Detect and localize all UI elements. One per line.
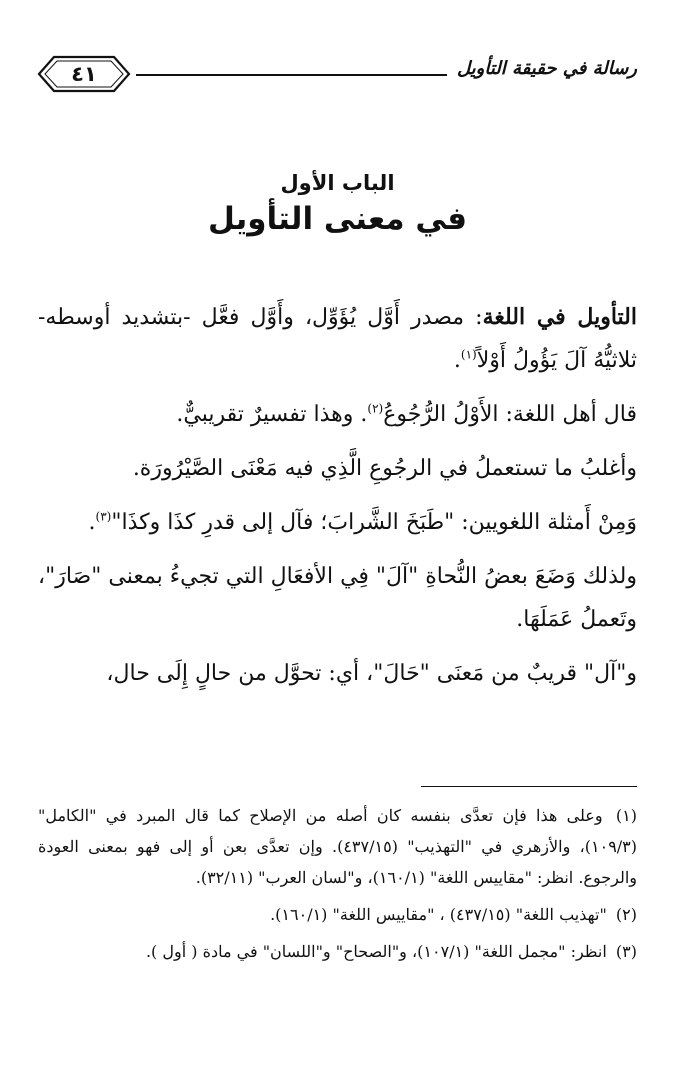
footnote-3-text: انظر: "مجمل اللغة" (١٠٧/١)، و"الصحاح" و"اللسان" في مادة ( أول ).: [145, 942, 607, 961]
footnote-separator: [421, 786, 637, 787]
footnote-1-text: وعلى هذا فإن تعدَّى بنفسه كان أصله من الإصلاح كما قال المبرد في "الكامل" (١٠٩/٣)، والأزهري في "التهذيب" (٤٣٧/١٥). وإن تعدَّى بعن أو إلى فهو بمعنى العودة والرجوع. انظر: "مقاييس اللغة" (١٦٠/١)، و"لسان العرب" (٣٢/١١).: [38, 806, 638, 887]
footnote-ref-2[interactable]: (٢): [367, 401, 384, 416]
footnote-2: [38, 899, 637, 930]
book-title: رسالة في حقيقة التأويل: [457, 58, 637, 79]
footnote-3-number: (٣): [615, 942, 637, 961]
paragraph-1: [38, 296, 637, 382]
header-rule: [136, 74, 447, 76]
page-number-badge: [36, 52, 132, 96]
footnote-2-text: "تهذيب اللغة" (٤٣٧/١٥) ، "مقاييس اللغة" (١٦٠/١).: [270, 905, 607, 924]
running-header: [36, 52, 637, 98]
paragraph-4-end: .: [88, 510, 96, 535]
footnote-2-number: (٢): [615, 905, 637, 924]
chapter-title: في معنى التأويل: [207, 201, 468, 237]
paragraph-4: [38, 501, 637, 544]
paragraph-2-text: قال أهل اللغة: الأَوْلُ الرُّجُوعُ: [383, 402, 637, 427]
body-text: [38, 296, 637, 706]
paragraph-4-text: وَمِنْ أَمثلة اللغويين: "طَبَخَ الشَّرابَ؛ فآل إلى قدرِ كذَا وكذَا": [111, 510, 637, 535]
paragraph-1-text: : مصدر أَوَّل يُؤَوِّل، وأَوَّل فعَّل -بتشديد أوسطه- ثلاثيُّهُ آلَ يَؤُولُ أَوْلاً: [38, 305, 637, 373]
term-tawil-lugha: التأويل في اللغة: [482, 304, 638, 330]
page-number: ٤١: [71, 62, 97, 86]
paragraph-1-end: .: [453, 348, 461, 373]
paragraph-6: و"آل" قريبٌ من مَعنَى "حَالَ"، أي: تحوَّل من حالٍ إِلَى حال،: [106, 661, 637, 686]
chapter-label: الباب الأول: [280, 171, 395, 195]
footnote-ref-3[interactable]: (٣): [95, 509, 112, 524]
paragraph-5: ولذلك وَضَعَ بعضُ النُّحاةِ "آلَ" فِي الأفعَالِ التي تجيءُ بمعنى "صَارَ"، وتَعملُ عَمَلَهَا.: [38, 564, 637, 632]
footnote-3: [38, 936, 637, 967]
footnote-1-number: (١): [615, 806, 637, 825]
paragraph-2-end: . وهذا تفسيرٌ تقريبيٌّ.: [176, 402, 368, 427]
footnotes: [38, 800, 637, 973]
footnote-ref-1[interactable]: (١): [460, 347, 477, 362]
footnote-1: [38, 800, 637, 893]
paragraph-2: [38, 393, 637, 436]
paragraph-3: وأغلبُ ما تستعملُ في الرجُوعِ الَّذِي فيه مَعْنَى الصَّيْرُورَة.: [132, 456, 637, 481]
